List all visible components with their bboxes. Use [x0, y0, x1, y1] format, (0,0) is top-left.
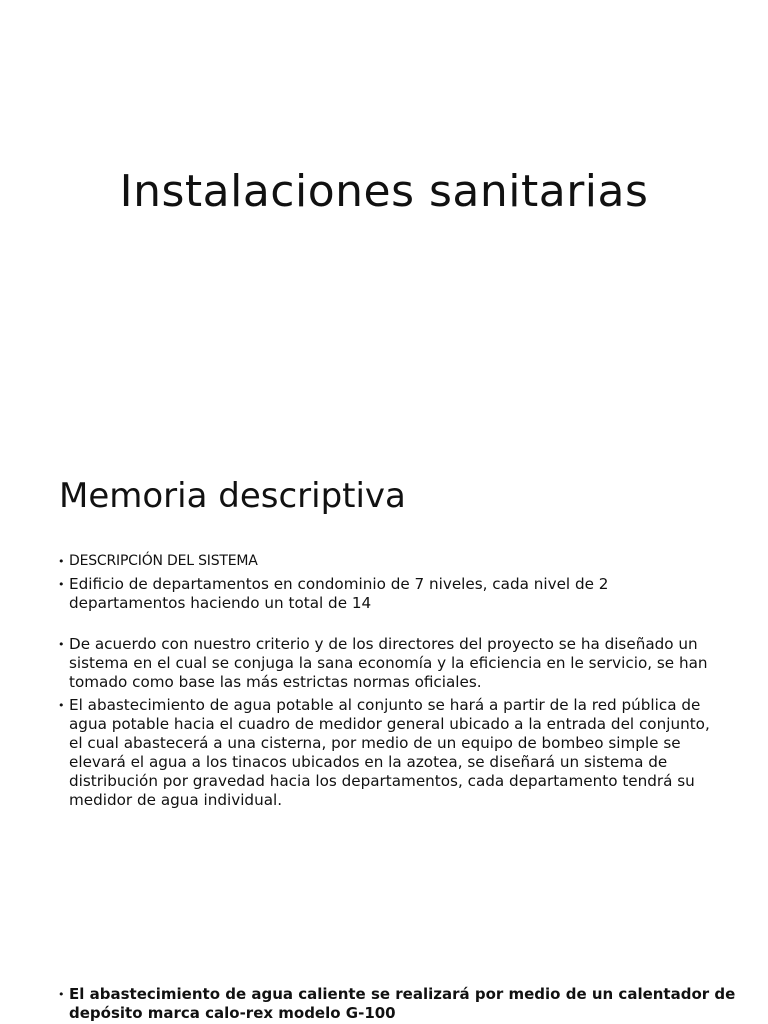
bullet-dot-icon: • — [58, 555, 65, 568]
bullet-dot-icon: • — [58, 638, 65, 651]
list-item-text: De acuerdo con nuestro criterio y de los directores del proyecto se ha diseñado un sistema en el cual se conjuga la sana economía y la eficiencia en le servicio, se han tomado como base las más estrictas normas oficiales. — [69, 635, 708, 691]
section-title: Memoria descriptiva — [59, 476, 406, 516]
list-item-text: El abastecimiento de agua potable al conjunto se hará a partir de la red pública de agua potable hacia el cuadro de medidor general ubicado a la entrada del conjunto, el cual abastecerá a una cisterna, por medio de un equipo de bombeo simple se elevará el agua a los tinacos ubicados en la azotea, se diseñará un sistema de distribución por gravedad hacia los departamentos, cada departamento tendrá su medidor de agua individual. — [69, 696, 710, 809]
list-item-text: El abastecimiento de agua caliente se realizará por medio de un calentador de depósito marca calo-rex modelo G-100 — [69, 985, 736, 1022]
list-item — [58, 985, 738, 1023]
list-item — [58, 575, 718, 613]
bullet-dot-icon: • — [58, 699, 65, 712]
list-item — [58, 552, 718, 571]
slide-title: Instalaciones sanitarias — [119, 166, 649, 217]
bullet-dot-icon: • — [58, 988, 65, 1001]
list-item — [58, 635, 718, 692]
list-item-text: Edificio de departamentos en condominio de 7 niveles, cada nivel de 2 departamentos haciendo un total de 14 — [69, 575, 609, 612]
list-item-text: DESCRIPCIÓN DEL SISTEMA — [69, 553, 258, 569]
bullet-list — [58, 552, 718, 814]
bold-bullet-list — [58, 985, 738, 1023]
bullet-dot-icon: • — [58, 578, 65, 591]
list-item — [58, 696, 718, 810]
